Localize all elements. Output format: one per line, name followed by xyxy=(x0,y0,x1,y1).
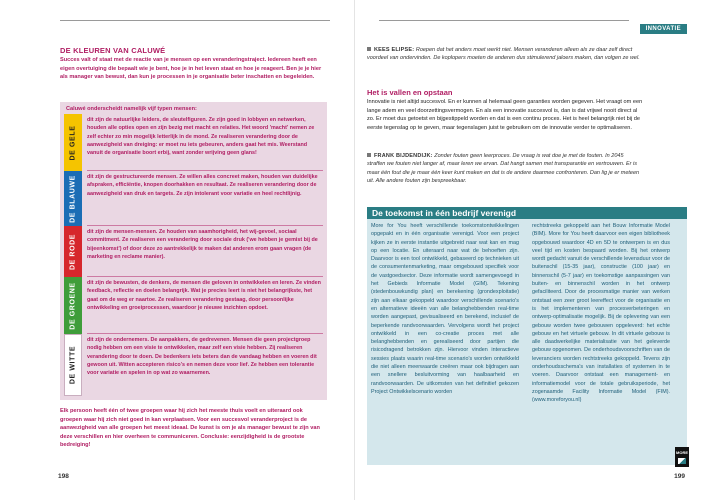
type-description: dit zijn de gestructureerde mensen. Ze willen alles concreet maken, houden van duidelijke afspraken, efficiëntie, knopen doorhakken en resultaat. Ze realiseren verandering door de aanwezigheid van druk en targets. Ze zijn intolerant voor variatie en heel rechtlijnig. xyxy=(87,174,318,197)
quote-frank xyxy=(367,152,643,185)
type-description: dit zijn de mensen-mensen. Ze houden van saamhorigheid, het wij-gevoel, sociaal commitment. Ze realiseren een verandering door sociale druk ('we hebben je gemist bij de bijeenkomst') of door deze zo aantrekkelijk te maken dat anderen erom gaan vragen (de marketing en reclame manier). xyxy=(87,229,318,260)
left-page xyxy=(0,0,354,500)
types-intro: Caluwé onderscheidt namelijk vijf typen mensen: xyxy=(66,106,197,112)
quote-text: Roepen dat het anders moet werkt niet. Mensen veranderen alleen als ze daar zelf direct voordeel van ondervinden. De koplopers moeten de anderen dus stimulerend jaloers maken, dan volgen ze wel. xyxy=(367,47,640,62)
square-bullet-icon xyxy=(367,153,371,157)
future-box xyxy=(367,207,687,465)
quote-speaker: FRANK BIJDENDIJK: xyxy=(374,153,433,159)
type-description: dit zijn de ondernemers. De aanpakkers, de gedrevenen. Mensen die geen projectgroep nodig hebben om een visie te ontwikkelen, maar zelf een visie hebben. Zij realiseren verandering door te doen. De bedenkers iets beters dan de vandaag hebben en voeren dit gewoon uit. Witten accepteren risico's en nemen deze voor lief. Ze hebben een tolerantie voor variatie en spelen in op wat zo waarnemen. xyxy=(87,337,317,377)
top-rule xyxy=(379,20,629,21)
right-page xyxy=(355,0,709,500)
type-label: DE GELE xyxy=(69,125,77,160)
type-color-band xyxy=(64,334,82,396)
type-row xyxy=(60,171,327,226)
type-label: DE WITTE xyxy=(69,345,77,385)
square-bullet-icon xyxy=(367,47,371,51)
type-row xyxy=(60,334,327,396)
intro-paragraph: Succes valt of staat met de reactie van je mensen op een veranderingstraject. Iedereen heeft een eigen overtuiging die bepaalt wie je bent, hoe je in het leven staat en hoe je reageert. Ben je je hier als manager van bewust, dan kun je processen in je organisatie beter inschatten en begeleiden. xyxy=(60,57,322,81)
article-heading: DE KLEUREN VAN CALUWÉ xyxy=(60,46,166,55)
page-number: 199 xyxy=(674,473,685,480)
type-row xyxy=(60,277,327,334)
type-color-band xyxy=(64,114,82,171)
logo-mark-icon xyxy=(678,458,686,464)
type-color-band xyxy=(64,277,82,334)
types-box xyxy=(60,102,327,400)
box-column-right: rechtstreeks gekoppeld aan het Bouw Informatie Model (BIM). More for You heeft daarvoor een eigen bibliotheek opgebouwd waardoor 4D en 5D te ontwerpen is en dus veel tijd en kosten bespaard worden. Bij het ontwerp wordt gedacht vanuit de verschillende levensduur voor de buitenschil (15-35 jaar), constructie (100 jaar) en binnenschil (5-7 jaar) en toekomstige aanpassingen van buiten- en binnenschil worden in het ontwerp gefaciliteerd. Door de procesmatige manier van werken ontstaat een zeer groot leereffect voor de organisatie en is het implementeren van procesverbeteringen en ontwerp-optimalisatie mogelijk. Bij de oplevering van een gebouw worden twee gebouwen opgeleverd: het echte gebouw en het virtuele gebouw. In dit virtuele gebouw is alle daadwerkelijke materialisatie van het geleverde gebouw opgenomen. De onderhoudsvoorschriften van de leveranciers worden rechtstreeks gekoppeld. Tevens zijn onderhoudsschema's van installaties of systemen in te voeren. Daarvoor ontstaat een management- en informatiemodel voor de totale gebruiksperiode, het zogenaamde Facility Informatie Model (FIM). (www.moreforyou.nl) xyxy=(532,223,670,404)
quote-speaker: KEES ELIPSE: xyxy=(374,47,415,53)
subheading: Het is vallen en opstaan xyxy=(367,88,453,97)
outro-paragraph: Elk persoon heeft één of twee groepen waar hij zich het meeste thuis voelt en uiteraard ook groepen waar hij zich niet goed in kan verplaatsen. Voor een succesvol veranderproject is de aanwezigheid van alle groepen het meest ideaal. De kunst is om je als manager bewust te zijn van deze verschillen en hier overheen te communiceren. Conclusie: eenzijdigheid is de grootste bedreiging! xyxy=(60,408,320,449)
quote-text: Zonder fouten geen leerproces. De vraag is wat doe je met de fouten. In 2045 straffen we fouten niet langer af, maar leren we ervan. Dat hangt samen met transparantie en vertrouwen. Er is maar één fout die je maar één keer kunt maken en dat is de andere daarmee confronteren. Dan lig je er meteen uit. Alle andere fouten zijn bespreekbaar. xyxy=(367,153,640,184)
quote-kees xyxy=(367,46,643,63)
type-label: DE GROENE xyxy=(69,281,77,330)
type-label: DE RODE xyxy=(69,233,77,270)
more-logo xyxy=(675,447,689,467)
type-description: dit zijn de bewusten, de denkers, de mensen die geloven in ontwikkelen en leren. Ze vinden feedback, reflectie en doelen belangrijk. Wat je precies leert is niet het belangrijkste, het gaat om de weg er naartoe. Ze realiseren verandering gestaag, door persoonlijke ontwikkeling en groeiprocessen, waardoor je nieuwe inzichten opdoet. xyxy=(87,280,321,311)
box-column-left: More for You heeft verschillende toekomstontwikkelingen opgepakt en in één organisatie verenigd. Voor een project kijken ze in eerste instantie uitgebreid naar wat kan en mag op een locatie. En uiteraard naar wat de behoeften zijn. Daarvoor is een tool ontwikkeld, gebaseerd op technieken uit de consumentenmarketing, maar omgebouwd specifiek voor de vastgoedsector. Deze informatie wordt samengevoegd in het Gebieds Informatie Model (GIM). Tekening (stedenbouwkundig plan) en berekening (grondexploitatie) zijn aan elkaar gekoppeld waardoor verschillende scenario's en alternatieve ideeën van alle belanghebbenden real-time worden aangepast, gevisualiseerd en berekend, inclusief de beperkende randvoorwaarden. Vervolgens wordt het project ontwikkeld in een co-creatie proces met alle belanghebbenden en gerealiseerd door partijen die risicodragend betrokken zijn. Hiervoor vinden interactieve sessies plaats waarin real-time scenario's worden ontwikkeld die niet alleen meerwaarde creëren maar ook bijdragen aan een snellere besluitvorming van haalbaarheid en randvoorwaarden. De uitkomsten van het definitief gekozen Project Ontwikkelscenario worden xyxy=(371,223,519,395)
top-rule xyxy=(60,20,330,21)
box-title: De toekomst in één bedrijf verenigd xyxy=(367,207,687,219)
type-row xyxy=(60,226,327,277)
type-description: dit zijn de natuurlijke leiders, de sleutelfiguren. Ze zijn goed in lobbyen en netwerken, houden alle opties open en zijn bezig met macht en relaties. Het woord 'macht' nemen ze zelf echter zo min mogelijk letterlijk in de mond. Ze realiseren verandering door de aanwezigheid van dreiging: er moet nu iets gebeuren, anders gaat het mis. Weerstand vanuit de organisatie boort erbij, want zonder wrijving geen glans! xyxy=(87,117,315,157)
type-color-band xyxy=(64,171,82,226)
type-label: DE BLAUWE xyxy=(69,174,77,223)
type-color-band xyxy=(64,226,82,277)
section-tag: INNOVATIE xyxy=(640,24,687,34)
page-number: 198 xyxy=(58,473,69,480)
type-row xyxy=(60,114,327,171)
body-paragraph: Innovatie is niet altijd succesvol. En er kunnen al helemaal geen garanties worden gegeven. Het vraagt om een lange adem en veel doorzettingsvermogen. En als een innovatie succesvol is, dan is dat vrijwel nooit direct al zo. Er moet dus getoetst en bijgestippeld worden en dat is een continu proces. Het is heel belangrijk niet bij de eerste tegenslag op te geven, maar tegenslagen juist te gebruiken om de innovatie verder te optimaliseren. xyxy=(367,99,643,131)
logo-text: MORE xyxy=(676,450,688,455)
